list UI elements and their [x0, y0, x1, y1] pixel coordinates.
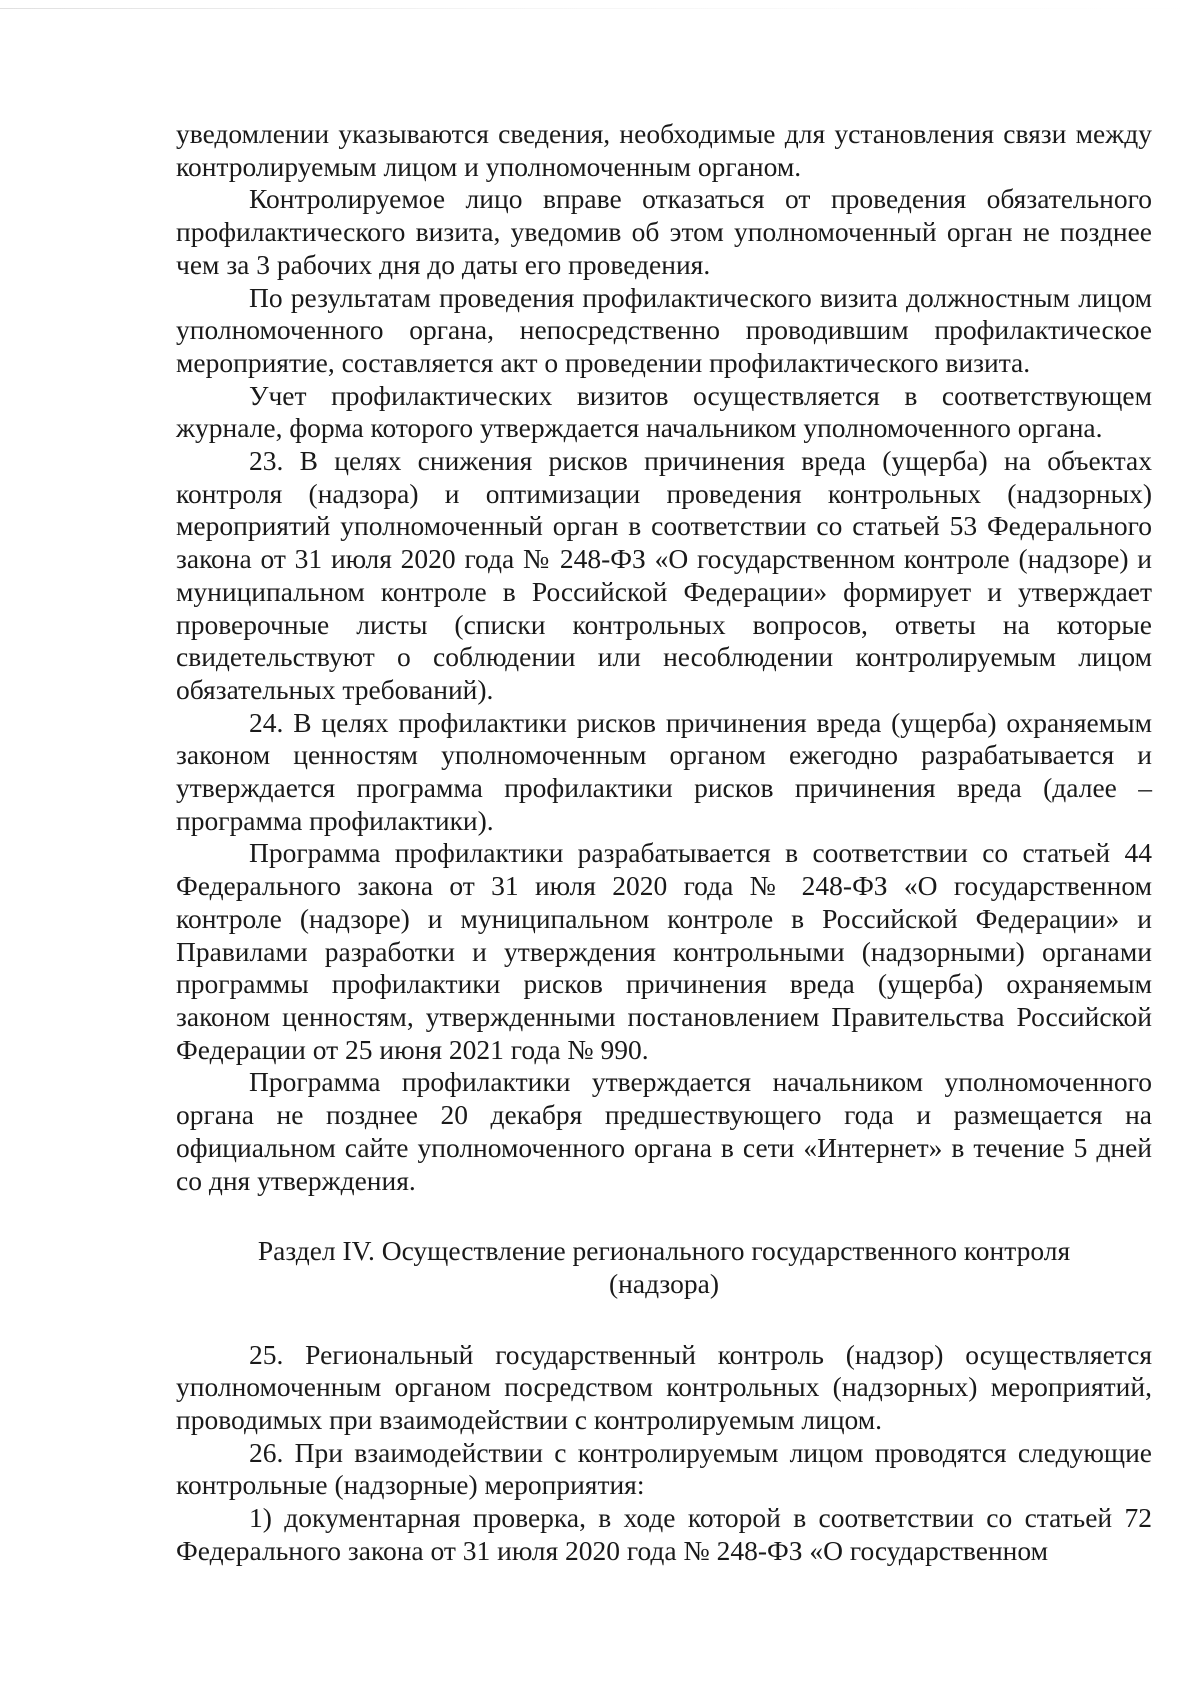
scan-edge: [0, 8, 1200, 9]
paragraph-item-26-1: 1) документарная проверка, в ходе которой в соответствии со статьей 72 Федерального закона от 31 июля 2020 года № 248-ФЗ «О государственном: [176, 1502, 1152, 1566]
paragraph-item-26: 26. При взаимодействии с контролируемым лицом проводятся следующие контрольные (надзорные) мероприятия:: [176, 1436, 1152, 1501]
paragraph-item-25: 25. Региональный государственный контроль (надзор) осуществляется уполномоченным органом посредством контрольных (надзорных) мероприятий, проводимых при взаимодействии с контролируемым лицом.: [176, 1338, 1152, 1436]
paragraph-program-development: Программа профилактики разрабатывается в соответствии со статьей 44 Федерального закона от 31 июля 2020 года № 248-ФЗ «О государственном контроле (надзоре) и муниципальном контроле в Российской Федерации» и Правилами разработки и утверждения контрольными (надзорными) органами программы профилактики рисков причинения вреда (ущерба) охраняемым законом ценностям, утвержденными постановлением Правительства Российской Федерации от 25 июня 2021 года № 990.: [176, 837, 1152, 1065]
paragraph-refusal-right: Контролируемое лицо вправе отказаться от проведения обязательного профилактического визита, уведомив об этом уполномоченный орган не позднее чем за 3 рабочих дня до даты его проведения.: [176, 183, 1152, 280]
paragraph-item-24: 24. В целях профилактики рисков причинения вреда (ущерба) охраняемым законом ценностям уполномоченным органом ежегодно разрабатывается и утверждается программа профилактики рисков причинения вреда (далее – программа профилактики).: [176, 706, 1152, 836]
paragraph-visit-act: По результатам проведения профилактического визита должностным лицом уполномоченного органа, непосредственно проводившим профилактическое мероприятие, составляется акт о проведении профилактического визита.: [176, 281, 1152, 378]
paragraph-item-23: 23. В целях снижения рисков причинения вреда (ущерба) на объектах контроля (надзора) и оптимизации проведения контрольных (надзорных) мероприятий уполномоченный орган в соответствии со статьей 53 Федерального закона от 31 июля 2020 года № 248-ФЗ «О государственном контроле (надзоре) и муниципальном контроле в Российской Федерации» формирует и утверждает проверочные листы (списки контрольных вопросов, ответы на которые свидетельствуют о соблюдении или несоблюдении контролируемым лицом обязательных требований).: [176, 445, 1152, 705]
section-heading: Раздел IV. Осуществление регионального государственного контроля (надзора): [257, 1235, 1071, 1299]
paragraph-visit-journal: Учет профилактических визитов осуществляется в соответствующем журнале, форма которого утверждается начальником уполномоченного органа.: [176, 379, 1152, 444]
document-body: [176, 118, 1152, 1568]
paragraph-notification-details: уведомлении указываются сведения, необходимые для установления связи между контролируемым лицом и уполномоченным органом.: [176, 118, 1152, 182]
paragraph-program-approval: Программа профилактики утверждается начальником уполномоченного органа не позднее 20 декабря предшествующего года и размещается на официальном сайте уполномоченного органа в сети «Интернет» в течение 5 дней со дня утверждения.: [176, 1066, 1152, 1196]
section-spacer: [176, 1301, 1152, 1339]
